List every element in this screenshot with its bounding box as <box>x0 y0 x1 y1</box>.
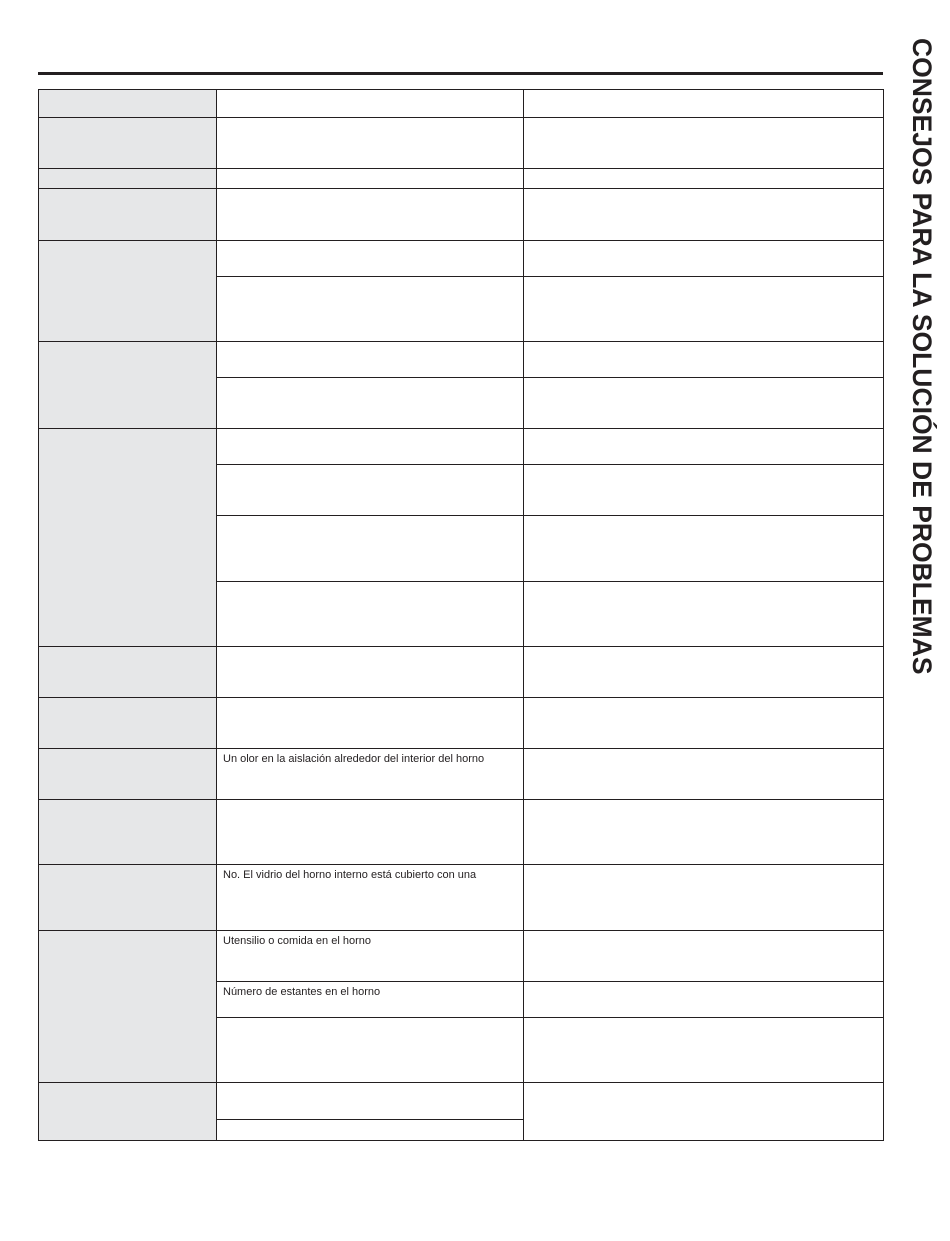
problem-cell <box>39 698 217 749</box>
problem-cell <box>39 865 217 931</box>
action-cell <box>524 516 884 582</box>
table-row <box>39 647 884 698</box>
action-cell <box>524 931 884 982</box>
action-cell <box>524 582 884 647</box>
action-cell <box>524 865 884 931</box>
table-row <box>39 429 884 465</box>
problem-cell <box>39 800 217 865</box>
action-cell <box>524 698 884 749</box>
cause-cell <box>217 189 524 241</box>
table-row <box>39 931 884 982</box>
cause-cell <box>217 1120 524 1141</box>
table-row <box>39 1083 884 1120</box>
cause-cell <box>217 698 524 749</box>
cause-cell <box>217 1083 524 1120</box>
action-cell <box>524 982 884 1018</box>
action-cell <box>524 169 884 189</box>
cause-cell <box>217 516 524 582</box>
cause-cell: Un olor en la aislación alrededor del interior del horno <box>217 749 524 800</box>
header-cause <box>217 90 524 118</box>
header-problem <box>39 90 217 118</box>
problem-cell <box>39 749 217 800</box>
cause-cell: Utensilio o comida en el horno <box>217 931 524 982</box>
action-cell <box>524 342 884 378</box>
cause-cell <box>217 465 524 516</box>
top-rule <box>38 72 883 75</box>
header-action <box>524 90 884 118</box>
cause-cell <box>217 582 524 647</box>
cause-cell <box>217 1018 524 1083</box>
table-row <box>39 800 884 865</box>
cause-cell <box>217 800 524 865</box>
action-cell <box>524 378 884 429</box>
page-title: CONSEJOS PARA LA SOLUCIÓN DE PROBLEMAS <box>907 38 937 675</box>
action-cell <box>524 749 884 800</box>
cause-cell <box>217 241 524 277</box>
troubleshooting-table <box>38 89 884 1141</box>
cause-cell <box>217 277 524 342</box>
table-row <box>39 169 884 189</box>
problem-cell <box>39 118 217 169</box>
table-row <box>39 698 884 749</box>
action-cell <box>524 800 884 865</box>
action-cell <box>524 189 884 241</box>
cause-cell: Número de estantes en el horno <box>217 982 524 1018</box>
table-row <box>39 865 884 931</box>
action-cell <box>524 465 884 516</box>
cause-cell <box>217 118 524 169</box>
table-row <box>39 342 884 378</box>
action-cell <box>524 1018 884 1083</box>
cause-cell <box>217 169 524 189</box>
table-row <box>39 241 884 277</box>
action-cell <box>524 118 884 169</box>
problem-cell <box>39 931 217 1083</box>
problem-cell <box>39 169 217 189</box>
action-cell <box>524 1083 884 1141</box>
problem-cell <box>39 241 217 342</box>
problem-cell <box>39 647 217 698</box>
cause-cell: No. El vidrio del horno interno está cubierto con una <box>217 865 524 931</box>
cause-cell <box>217 647 524 698</box>
cause-cell <box>217 429 524 465</box>
cause-cell <box>217 342 524 378</box>
action-cell <box>524 647 884 698</box>
table-header-row <box>39 90 884 118</box>
action-cell <box>524 241 884 277</box>
table-row <box>39 749 884 800</box>
problem-cell <box>39 1083 217 1141</box>
problem-cell <box>39 429 217 647</box>
table-row <box>39 118 884 169</box>
table-row <box>39 189 884 241</box>
problem-cell <box>39 189 217 241</box>
action-cell <box>524 277 884 342</box>
cause-cell <box>217 378 524 429</box>
problem-cell <box>39 342 217 429</box>
action-cell <box>524 429 884 465</box>
